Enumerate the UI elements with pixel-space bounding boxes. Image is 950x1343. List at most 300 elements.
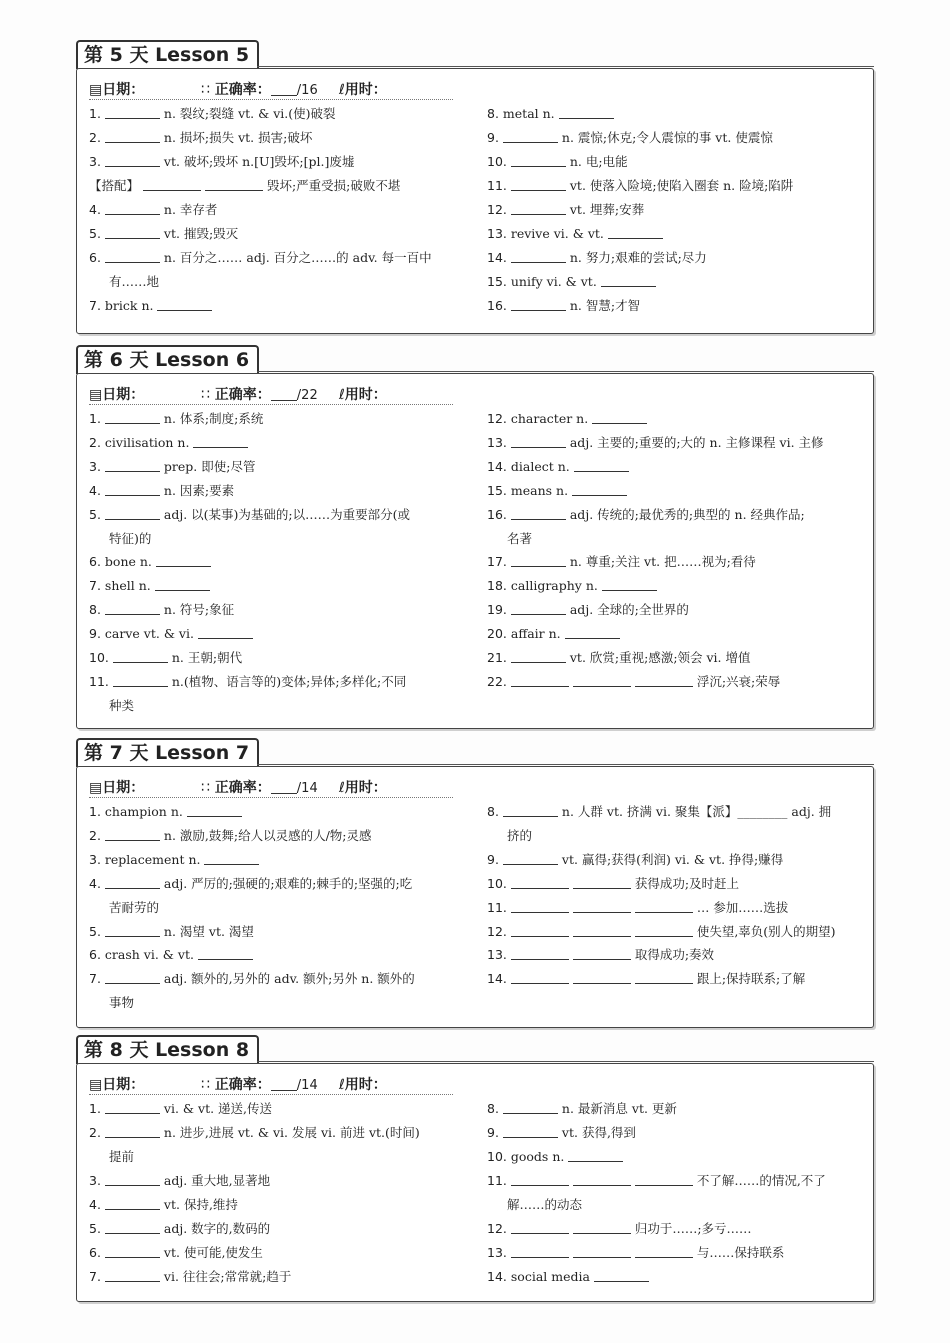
- vocab-item: [487, 249, 707, 267]
- vocab-item: [487, 1244, 784, 1262]
- answer-blank[interactable]: [511, 250, 566, 263]
- item-number: 8.: [487, 804, 499, 819]
- item-number: 1.: [89, 1101, 101, 1116]
- vocab-item: [487, 273, 656, 291]
- vocab-item: [487, 129, 773, 147]
- accuracy-label: 正确率：: [214, 1077, 271, 1093]
- vocab-item: [89, 1100, 272, 1118]
- answer-blank[interactable]: [635, 674, 693, 687]
- answer-blank[interactable]: [511, 650, 566, 663]
- answer-blank[interactable]: [105, 226, 160, 239]
- item-definition: 特征)的: [109, 530, 152, 546]
- item-number: 19.: [487, 602, 507, 618]
- item-definition: 获得成功;及时赶上: [634, 875, 740, 891]
- answer-blank[interactable]: [105, 1197, 160, 1210]
- answer-blank[interactable]: [113, 674, 168, 687]
- vocab-item: [487, 946, 714, 964]
- answer-blank[interactable]: [511, 947, 569, 960]
- answer-blank[interactable]: [503, 130, 558, 143]
- time-label: 用时：: [344, 780, 387, 796]
- vocab-item: [487, 875, 739, 893]
- answer-blank[interactable]: [113, 650, 168, 663]
- date-field[interactable]: [89, 1074, 144, 1094]
- item-definition: n. 人群 vt. 挤满 vi. 聚集【派】________ adj. 拥: [561, 804, 832, 819]
- accuracy-blank[interactable]: [271, 83, 297, 96]
- answer-blank[interactable]: [565, 626, 620, 639]
- answer-blank[interactable]: [511, 507, 566, 520]
- vocab-item: [89, 1244, 263, 1262]
- vocab-item: [89, 410, 263, 428]
- answer-blank[interactable]: [573, 924, 631, 937]
- item-number: 11.: [89, 673, 109, 689]
- answer-blank[interactable]: [155, 578, 210, 591]
- answer-blank[interactable]: [511, 298, 566, 311]
- item-definition: adj. 严厉的;强硬的;艰难的;棘手的;坚强的;吃: [163, 875, 413, 891]
- answer-blank[interactable]: [511, 971, 569, 984]
- answer-blank[interactable]: [157, 298, 212, 311]
- time-field[interactable]: [339, 1074, 387, 1094]
- date-label: 日期：: [102, 780, 145, 796]
- item-word: champion n.: [104, 804, 183, 819]
- item-number: 16.: [487, 298, 507, 313]
- item-definition: adj. 额外的,另外的 adv. 额外;另外 n. 额外的: [163, 971, 415, 987]
- vocab-item: [89, 601, 234, 619]
- grid-icon: ∷: [201, 387, 210, 403]
- answer-blank[interactable]: [503, 1125, 558, 1138]
- accuracy-blank[interactable]: [271, 781, 297, 794]
- item-definition: 有……地: [109, 274, 160, 289]
- item-definition: n. 裂纹;裂缝 vt. & vi.(使)破裂: [163, 106, 336, 121]
- answer-blank[interactable]: [105, 1125, 160, 1138]
- item-definition: adj. 全球的;全世界的: [569, 602, 689, 618]
- vocab-item: [89, 1172, 270, 1190]
- vocab-item: [487, 153, 628, 171]
- vocab-item: [487, 899, 788, 917]
- exercise-header: [89, 1072, 453, 1095]
- time-label: 用时：: [344, 387, 387, 403]
- answer-blank[interactable]: [573, 1245, 631, 1258]
- item-number: 14.: [487, 1269, 507, 1284]
- item-number: 2.: [89, 130, 101, 145]
- answer-blank[interactable]: [511, 900, 569, 913]
- vocab-item: [487, 105, 614, 123]
- vocab-item: [109, 530, 151, 548]
- item-number: 【搭配】: [89, 178, 140, 193]
- item-definition: vt. 埋葬;安葬: [569, 202, 645, 217]
- item-number: 15.: [487, 482, 507, 498]
- answer-blank[interactable]: [511, 178, 566, 191]
- vocab-item: [89, 923, 254, 941]
- item-number: 9.: [487, 851, 499, 867]
- item-number: 8.: [487, 106, 499, 121]
- item-definition: n. 符号;象征: [163, 602, 235, 618]
- vocab-item: [89, 506, 410, 524]
- answer-blank[interactable]: [573, 876, 631, 889]
- vocab-item: [487, 851, 783, 869]
- item-number: 18.: [487, 578, 507, 594]
- title-rule: [257, 764, 874, 765]
- item-definition: n. 尊重;关注 vt. 把……视为;看待: [569, 554, 756, 570]
- item-number: 3.: [89, 154, 101, 169]
- item-word: affair n.: [510, 626, 561, 642]
- item-definition: adj. 重大地,显著地: [163, 1173, 271, 1188]
- item-definition: 不了解……的情况,不了: [696, 1173, 826, 1188]
- item-number: 5.: [89, 923, 101, 939]
- item-word: crash vi. & vt.: [104, 947, 194, 963]
- item-number: 15.: [487, 274, 507, 289]
- item-definition: n. 渴望 vt. 渴望: [163, 923, 254, 939]
- vocab-item: [507, 827, 532, 845]
- time-label: 用时：: [344, 1077, 387, 1093]
- vocab-item: [89, 946, 253, 964]
- item-word: brick n.: [104, 298, 154, 313]
- answer-blank[interactable]: [503, 852, 558, 865]
- vocab-item: [89, 297, 212, 315]
- grid-icon: ∷: [201, 1077, 210, 1093]
- calendar-icon: ▤: [89, 780, 103, 796]
- lesson-title: 第 7 天 Lesson 7: [76, 738, 259, 767]
- vocab-item: [487, 458, 629, 476]
- item-word: unify vi. & vt.: [510, 274, 597, 289]
- answer-blank[interactable]: [105, 130, 160, 143]
- vocab-item: [89, 625, 253, 643]
- item-number: 20.: [487, 626, 507, 642]
- item-definition: vt. 使落入险境;使陷入圈套 n. 险境;陷阱: [569, 178, 794, 193]
- title-rule: [257, 371, 874, 372]
- answer-blank[interactable]: [573, 674, 631, 687]
- item-definition: adj. 主要的;重要的;大的 n. 主修课程 vi. 主修: [569, 434, 824, 450]
- answer-blank[interactable]: [198, 626, 253, 639]
- answer-blank[interactable]: [105, 250, 160, 263]
- answer-blank[interactable]: [105, 459, 160, 472]
- item-word: social media: [510, 1269, 590, 1284]
- answer-blank[interactable]: [511, 602, 566, 615]
- item-definition: n. 最新消息 vt. 更新: [561, 1101, 677, 1116]
- answer-blank[interactable]: [568, 1149, 623, 1162]
- exercise-header: [89, 775, 453, 798]
- vocab-item: [109, 273, 159, 291]
- answer-blank[interactable]: [511, 202, 566, 215]
- item-number: 2.: [89, 434, 101, 450]
- answer-blank[interactable]: [511, 154, 566, 167]
- answer-blank[interactable]: [574, 459, 629, 472]
- exercise-box: [76, 1063, 874, 1302]
- accuracy-total: /14: [296, 1078, 318, 1093]
- vocab-item: [487, 601, 689, 619]
- vocab-item: [487, 970, 805, 988]
- answer-blank[interactable]: [105, 924, 160, 937]
- accuracy-field[interactable]: [201, 777, 318, 797]
- item-word: metal n.: [502, 106, 555, 121]
- vocab-item: [487, 1100, 677, 1118]
- item-number: 6.: [89, 554, 101, 570]
- time-field[interactable]: [339, 79, 387, 99]
- answer-blank[interactable]: [105, 1245, 160, 1258]
- answer-blank[interactable]: [635, 1245, 693, 1258]
- answer-blank[interactable]: [105, 828, 160, 841]
- answer-blank[interactable]: [193, 435, 248, 448]
- lesson-6-section: [76, 345, 874, 727]
- item-definition: n. 激励,鼓舞;给人以灵感的人/物;灵感: [163, 827, 372, 843]
- item-number: 7.: [89, 971, 101, 987]
- item-number: 7.: [89, 1269, 101, 1284]
- item-number: 10.: [487, 875, 507, 891]
- answer-blank[interactable]: [105, 483, 160, 496]
- lesson-5-section: [76, 40, 874, 332]
- answer-blank[interactable]: [503, 1101, 558, 1114]
- answer-blank[interactable]: [511, 674, 569, 687]
- vocab-item: [487, 553, 756, 571]
- accuracy-total: /22: [296, 388, 318, 403]
- accuracy-total: /14: [296, 781, 318, 796]
- answer-blank[interactable]: [511, 924, 569, 937]
- item-definition: 提前: [109, 1149, 135, 1164]
- vocab-item: [89, 577, 210, 595]
- vocab-item: [89, 177, 400, 195]
- vocab-item: [487, 410, 647, 428]
- item-definition: prep. 即使;尽管: [163, 458, 256, 474]
- answer-blank[interactable]: [105, 106, 160, 119]
- item-definition: vt. 保持,维持: [163, 1197, 238, 1212]
- item-number: 3.: [89, 458, 101, 474]
- item-number: 10.: [89, 650, 109, 665]
- vocab-item: [89, 153, 354, 171]
- answer-blank[interactable]: [105, 876, 160, 889]
- item-definition: n. 百分之…… adj. 百分之……的 adv. 每一百中: [163, 250, 432, 265]
- item-number: 3.: [89, 851, 101, 867]
- answer-blank[interactable]: [635, 1173, 693, 1186]
- vocab-item: [89, 129, 312, 147]
- time-field[interactable]: [339, 384, 387, 404]
- answer-blank[interactable]: [205, 178, 263, 191]
- item-definition: n. 损坏;损失 vt. 损害;破坏: [163, 130, 313, 145]
- answer-blank[interactable]: [559, 106, 614, 119]
- item-definition: n. 智慧;才智: [569, 298, 641, 313]
- item-definition: n. 震惊;休克;令人震惊的事 vt. 使震惊: [561, 130, 773, 145]
- accuracy-field[interactable]: [201, 79, 318, 99]
- item-number: 9.: [487, 130, 499, 145]
- vocab-item: [109, 1148, 134, 1166]
- vocab-item: [89, 803, 242, 821]
- item-definition: adj. 传统的;最优秀的;典型的 n. 经典作品;: [569, 506, 805, 522]
- answer-blank[interactable]: [608, 226, 663, 239]
- vocab-item: [89, 649, 242, 667]
- item-word: means n.: [510, 482, 569, 498]
- item-definition: 种类: [109, 697, 135, 713]
- answer-blank[interactable]: [573, 947, 631, 960]
- item-number: 12.: [487, 411, 507, 426]
- item-number: 2.: [89, 1125, 101, 1140]
- item-number: 21.: [487, 650, 507, 665]
- item-number: 22.: [487, 673, 507, 689]
- item-number: 1.: [89, 804, 101, 819]
- item-word: goods n.: [510, 1149, 565, 1164]
- date-label: 日期：: [102, 387, 145, 403]
- answer-blank[interactable]: [105, 1269, 160, 1282]
- vocab-item: [89, 851, 259, 869]
- answer-blank[interactable]: [143, 178, 201, 191]
- answer-blank[interactable]: [635, 924, 693, 937]
- item-number: 13.: [487, 434, 507, 450]
- answer-blank[interactable]: [204, 852, 259, 865]
- answer-blank[interactable]: [105, 507, 160, 520]
- item-number: 6.: [89, 1245, 101, 1260]
- date-label: 日期：: [102, 82, 145, 98]
- item-definition: n. 王朝;朝代: [171, 650, 243, 665]
- answer-blank[interactable]: [105, 602, 160, 615]
- vocab-item: [487, 803, 831, 821]
- date-field[interactable]: [89, 79, 144, 99]
- pen-icon: ℓ: [339, 780, 345, 796]
- item-word: dialect n.: [510, 458, 570, 474]
- vocab-item: [89, 673, 406, 691]
- item-number: 8.: [487, 1101, 499, 1116]
- answer-blank[interactable]: [105, 1221, 160, 1234]
- exercise-box: [76, 766, 874, 1028]
- vocab-item: [487, 225, 663, 243]
- vocab-item: [487, 1148, 623, 1166]
- item-word: replacement n.: [104, 851, 201, 867]
- answer-blank[interactable]: [156, 554, 211, 567]
- lesson-8-section: [76, 1035, 874, 1300]
- answer-blank[interactable]: [573, 971, 631, 984]
- item-definition: n. 进步,进展 vt. & vi. 发展 vi. 前进 vt.(时间): [163, 1125, 420, 1140]
- vocab-item: [89, 1220, 270, 1238]
- item-definition: n. 幸存者: [163, 202, 218, 217]
- answer-blank[interactable]: [187, 804, 242, 817]
- answer-blank[interactable]: [573, 1221, 631, 1234]
- answer-blank[interactable]: [601, 274, 656, 287]
- answer-blank[interactable]: [511, 554, 566, 567]
- answer-blank[interactable]: [105, 202, 160, 215]
- vocab-item: [487, 1172, 826, 1190]
- vocab-item: [487, 1220, 752, 1238]
- item-definition: vt. 破坏;毁坏 n.[U]毁坏;[pl.]废墟: [163, 154, 355, 169]
- accuracy-label: 正确率：: [214, 82, 271, 98]
- answer-blank[interactable]: [573, 900, 631, 913]
- answer-blank[interactable]: [635, 971, 693, 984]
- item-number: 11.: [487, 899, 507, 915]
- item-word: character n.: [510, 411, 589, 426]
- answer-blank[interactable]: [511, 876, 569, 889]
- lesson-title: 第 6 天 Lesson 6: [76, 345, 259, 374]
- item-number: 13.: [487, 226, 507, 241]
- item-definition: 使失望,辜负(别人的期望): [696, 923, 836, 939]
- lesson-7-section: [76, 738, 874, 1026]
- item-word: shell n.: [104, 578, 151, 594]
- item-number: 7.: [89, 578, 101, 594]
- date-field[interactable]: [89, 384, 144, 404]
- item-definition: vi. 往往会;常常就;趋于: [163, 1269, 292, 1284]
- exercise-box: [76, 373, 874, 729]
- item-number: 9.: [487, 1125, 499, 1140]
- item-definition: vt. 使可能,使发生: [163, 1245, 263, 1260]
- time-field[interactable]: [339, 777, 387, 797]
- vocab-item: [109, 994, 134, 1012]
- vocab-item: [89, 875, 412, 893]
- vocab-item: [89, 1268, 291, 1286]
- item-number: 10.: [487, 154, 507, 169]
- item-number: 1.: [89, 106, 101, 121]
- answer-blank[interactable]: [198, 947, 253, 960]
- item-number: 7.: [89, 298, 101, 313]
- accuracy-label: 正确率：: [214, 387, 271, 403]
- answer-blank[interactable]: [105, 154, 160, 167]
- item-number: 3.: [89, 1173, 101, 1188]
- item-definition: adj. 数字的,数码的: [163, 1221, 271, 1236]
- vocab-item: [487, 201, 644, 219]
- vocab-item: [89, 434, 248, 452]
- accuracy-blank[interactable]: [271, 388, 297, 401]
- answer-blank[interactable]: [635, 900, 693, 913]
- answer-blank[interactable]: [511, 1245, 569, 1258]
- accuracy-field[interactable]: [201, 1074, 318, 1094]
- answer-blank[interactable]: [511, 1173, 569, 1186]
- vocab-item: [89, 1196, 238, 1214]
- vocab-item: [89, 249, 432, 267]
- item-number: 8.: [89, 602, 101, 618]
- vocab-item: [487, 673, 780, 691]
- answer-blank[interactable]: [511, 435, 566, 448]
- item-definition: n. 电;电能: [569, 154, 628, 169]
- answer-blank[interactable]: [592, 411, 647, 424]
- item-number: 6.: [89, 947, 101, 963]
- vocab-item: [487, 177, 793, 195]
- answer-blank[interactable]: [573, 1173, 631, 1186]
- vocab-item: [487, 1268, 649, 1286]
- vocab-item: [89, 970, 415, 988]
- answer-blank[interactable]: [572, 483, 627, 496]
- vocab-item: [487, 1124, 636, 1142]
- item-number: 12.: [487, 202, 507, 217]
- item-definition: 取得成功;奏效: [634, 947, 715, 963]
- vocab-item: [89, 827, 372, 845]
- item-definition: 事物: [109, 995, 135, 1011]
- answer-blank[interactable]: [511, 1221, 569, 1234]
- item-word: civilisation n.: [104, 434, 190, 450]
- date-field[interactable]: [89, 777, 144, 797]
- answer-blank[interactable]: [602, 578, 657, 591]
- item-number: 12.: [487, 923, 507, 939]
- vocab-item: [487, 434, 824, 452]
- item-definition: 解……的动态: [507, 1197, 583, 1212]
- answer-blank[interactable]: [594, 1269, 649, 1282]
- item-definition: n. 努力;艰难的尝试;尽力: [569, 250, 707, 265]
- vocab-item: [109, 899, 159, 917]
- answer-blank[interactable]: [105, 971, 160, 984]
- grid-icon: ∷: [201, 82, 210, 98]
- date-label: 日期：: [102, 1077, 145, 1093]
- item-number: 14.: [487, 458, 507, 474]
- grid-icon: ∷: [201, 780, 210, 796]
- item-number: 5.: [89, 226, 101, 241]
- accuracy-field[interactable]: [201, 384, 318, 404]
- answer-blank[interactable]: [503, 804, 558, 817]
- accuracy-blank[interactable]: [271, 1078, 297, 1091]
- item-number: 11.: [487, 1173, 507, 1188]
- answer-blank[interactable]: [105, 1173, 160, 1186]
- vocab-item: [109, 697, 134, 715]
- item-definition: 跟上;保持联系;了解: [696, 971, 806, 987]
- answer-blank[interactable]: [105, 1101, 160, 1114]
- answer-blank[interactable]: [105, 411, 160, 424]
- item-number: 4.: [89, 482, 101, 498]
- item-definition: 挤的: [507, 827, 533, 843]
- time-label: 用时：: [344, 82, 387, 98]
- item-number: 13.: [487, 947, 507, 963]
- item-definition: n.(植物、语言等的)变体;异体;多样化;不同: [171, 673, 407, 689]
- vocab-item: [487, 649, 751, 667]
